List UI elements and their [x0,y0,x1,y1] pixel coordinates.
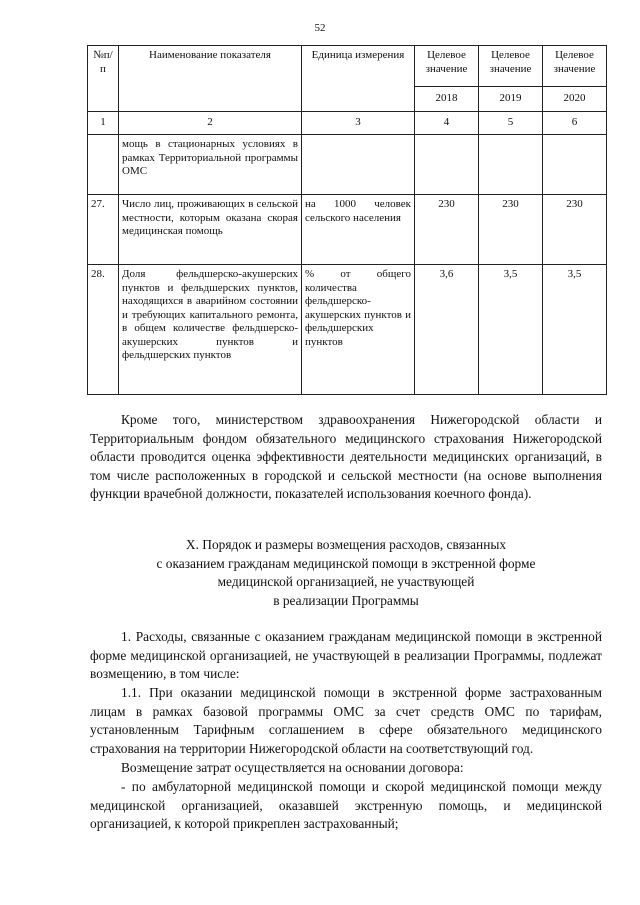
header-year: 2020 [543,87,607,112]
col-number: 6 [543,112,607,135]
paragraph-item-1-1: 1.1. При оказании медицинской помощи в экстренной форме застрахованным лицам в рамках базовой программы ОМС за счет средств ОМС по тарифам, установленным Тарифным соглашением в сфере обязательного медицинского страхования на территории Нижегородской области на соответствующий год. [90,685,602,756]
col-number: 3 [302,112,415,135]
row-value-2018: 3,6 [415,265,479,395]
section-title-line: X. Порядок и размеры возмещения расходов, связанных [185,537,507,552]
header-target-2018: Целевое значение [415,46,479,87]
row-value-2018 [415,135,479,195]
row-value-2018: 230 [415,195,479,265]
row-value-2019 [479,135,543,195]
col-number: 4 [415,112,479,135]
paragraph-expenses: 1. Расходы, связанные с оказанием гражданам медицинской помощи в экстренной форме медицинской организацией, не участвующей в реализации Программы, подлежат возмещению, в том числе: [90,629,602,682]
header-year: 2018 [415,87,479,112]
section-title-line: в реализации Программы [273,592,419,608]
section-title-line: с оказанием гражданам медицинской помощи в экстренной форме [156,555,536,571]
section-title [90,536,602,610]
row-value-2020: 3,5 [543,265,607,395]
row-name: Доля фельдшерско-акушерских пунктов и фельдшерских пунктов, находящихся в аварийном состоянии и требующих капитального ремонта, в общем количестве фельдшерско-акушерских пунктов и фельдшерских пунктов [119,265,302,395]
column-number-row [88,112,607,135]
row-name: Число лиц, проживающих в сельской местности, которым оказана скорая медицинская помощь [119,195,302,265]
table-row [88,195,607,265]
section-title-line: медицинской организацией, не участвующей [217,574,475,590]
col-number: 2 [119,112,302,135]
paragraph-efficiency-assessment: Кроме того, министерством здравоохранения Нижегородской области и Территориальным фондом обязательного медицинского страхования Нижегородской области проводится оценка эффективности деятельности медицинских организаций, в том числе расположенных в городской и сельской местности (на основе выполнения функции врачебной должности, показателей использования коечного фонда). [90,412,602,502]
row-num [88,135,119,195]
header-name: Наименование показателя [119,46,302,112]
header-year: 2019 [479,87,543,112]
table-row [88,265,607,395]
row-value-2019: 230 [479,195,543,265]
row-num: 28. [88,265,119,395]
col-number: 5 [479,112,543,135]
row-num: 27. [88,195,119,265]
paragraph-outpatient: - по амбулаторной медицинской помощи и скорой медицинской помощи между медицинской организацией, оказавшей экстренную помощь, и медицинской организацией, к которой прикреплен застрахованный; [90,779,602,832]
header-target-2020: Целевое значение [543,46,607,87]
header-unit: Единица измерения [302,46,415,112]
col-number: 1 [88,112,119,135]
header-num: №п/п [88,46,119,112]
header-target-2019: Целевое значение [479,46,543,87]
row-unit [302,135,415,195]
row-value-2020: 230 [543,195,607,265]
row-value-2020 [543,135,607,195]
row-name: мощь в стационарных условиях в рамках Территориальной программы ОМС [119,135,302,195]
indicators-table [87,45,607,395]
row-unit: на 1000 человек сельского населения [302,195,415,265]
paragraph-reimbursement: Возмещение затрат осуществляется на основании договора: [121,760,464,775]
row-value-2019: 3,5 [479,265,543,395]
page-number: 52 [314,22,326,34]
row-unit: % от общего количества фельдшерско-акушерских пунктов и фельдшерских пунктов [302,265,415,395]
table-row [88,135,607,195]
